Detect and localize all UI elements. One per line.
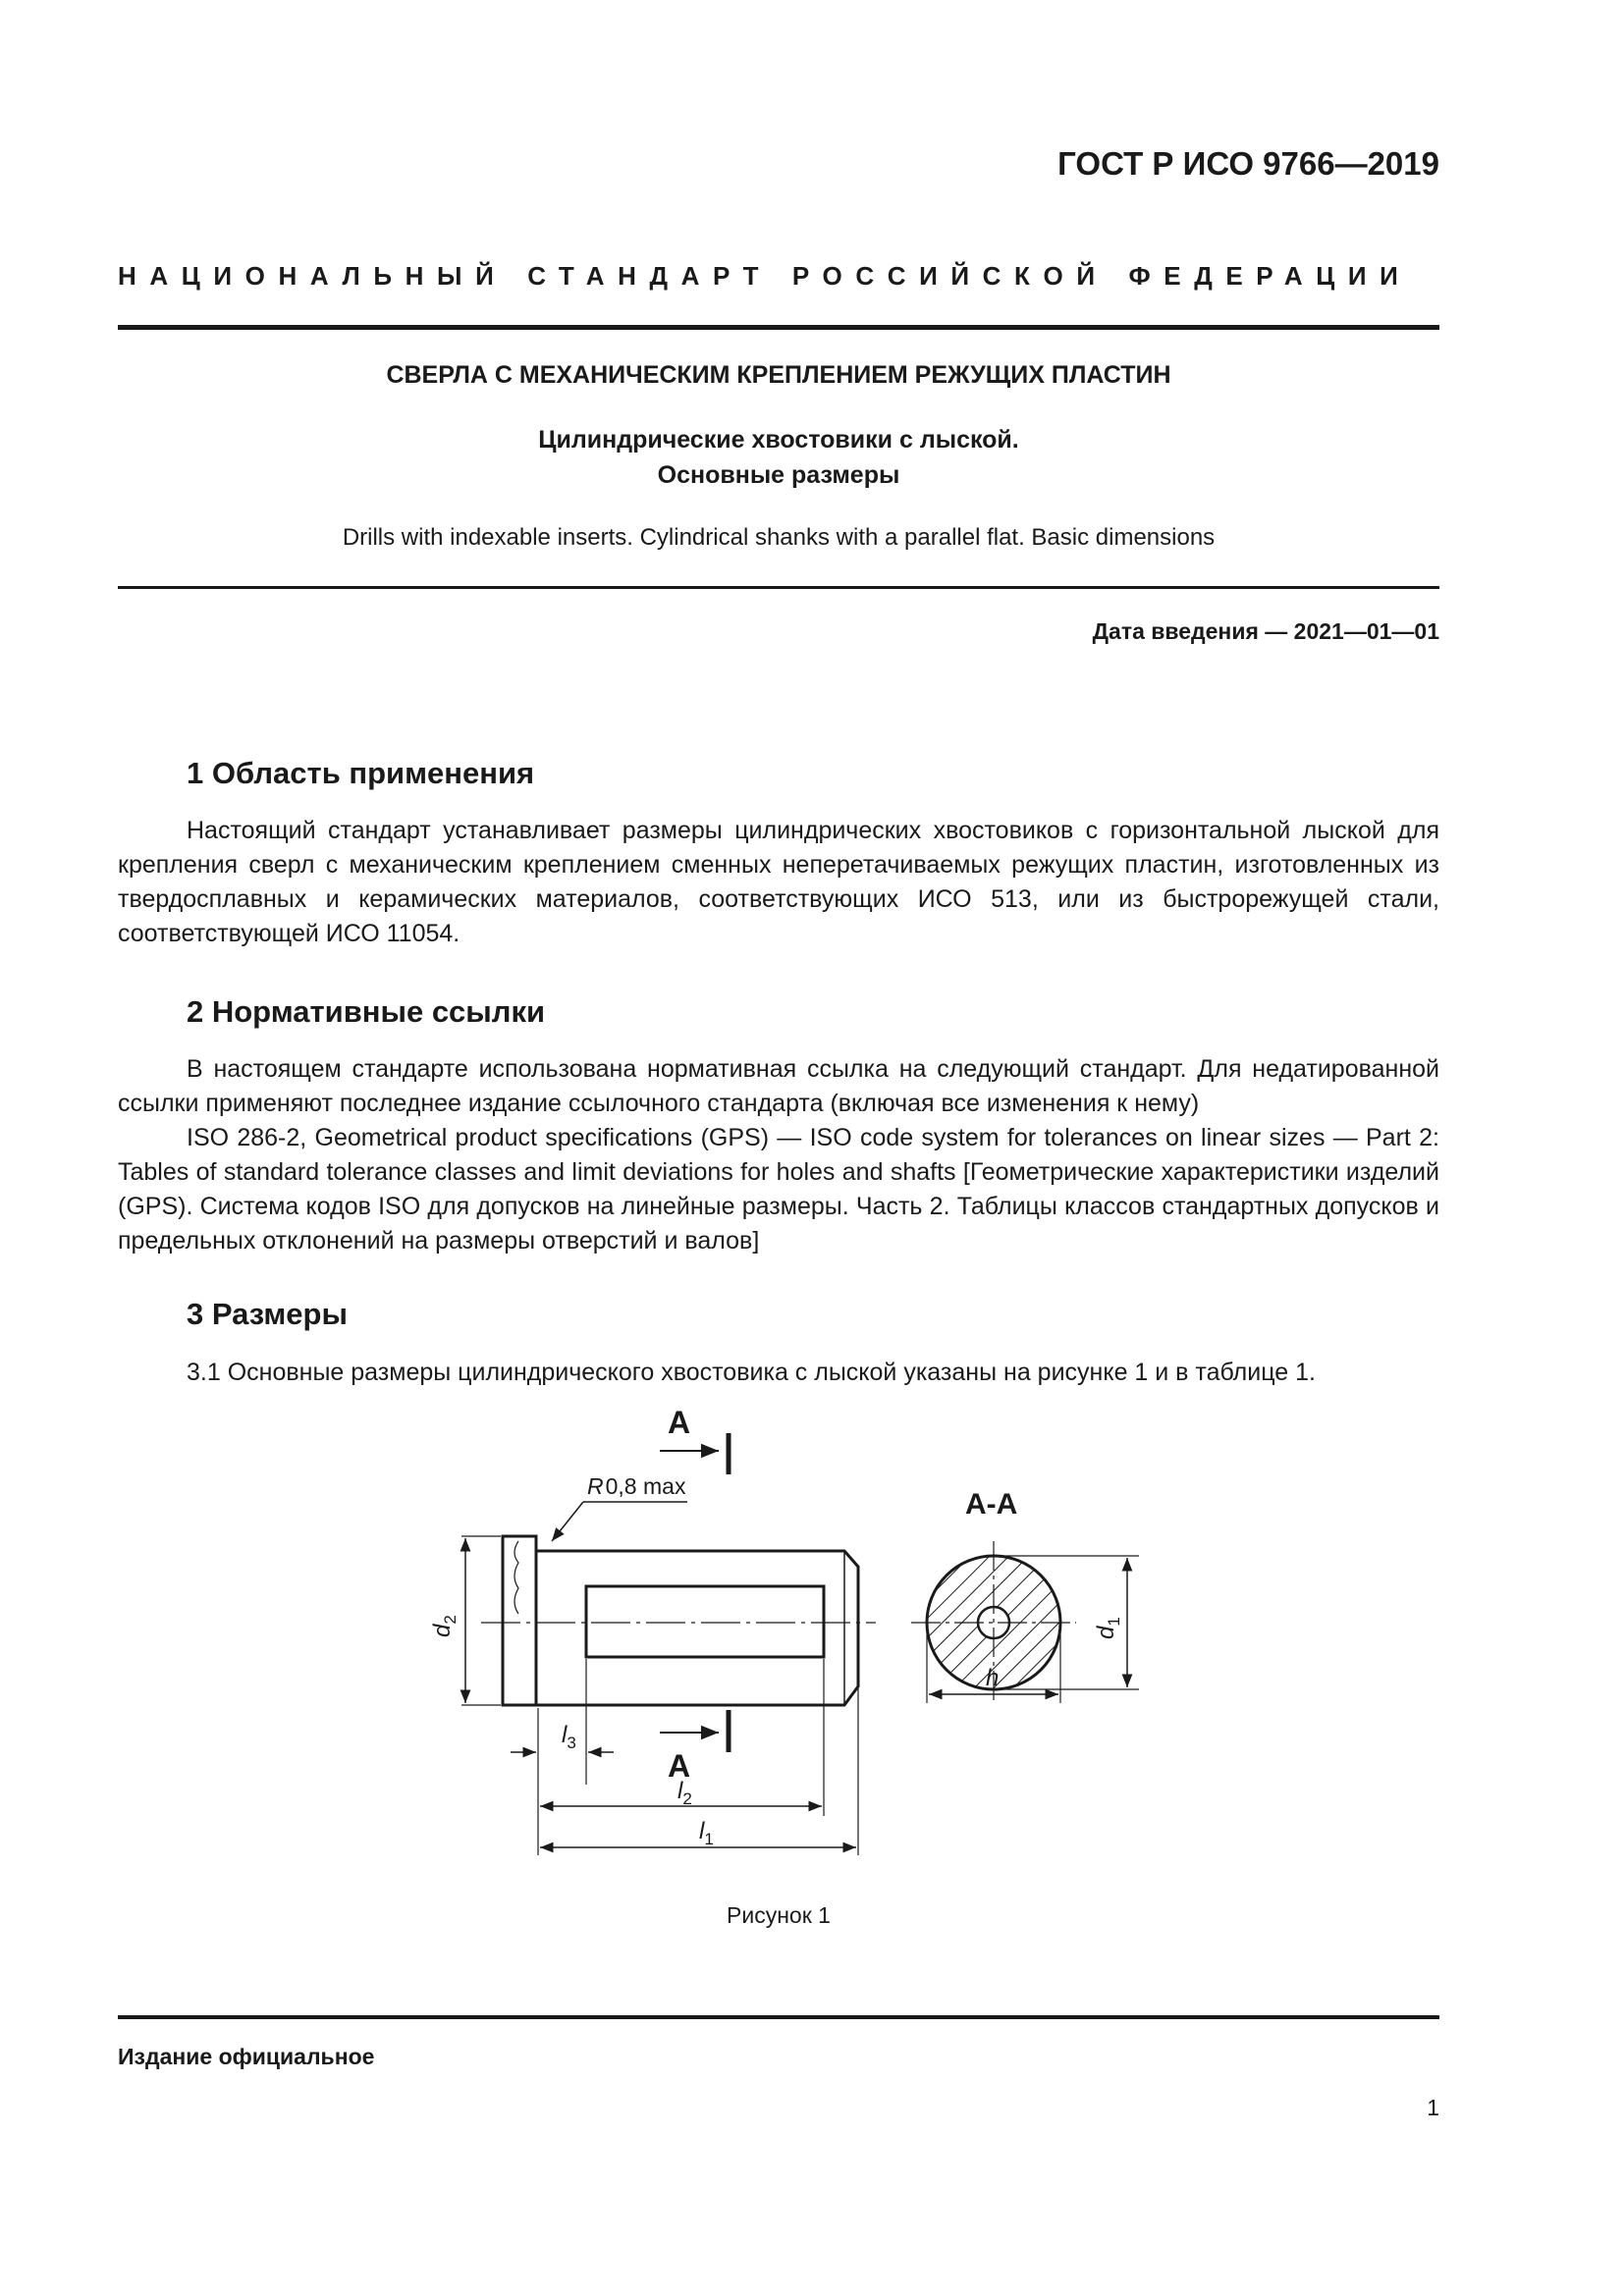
paragraph: ISO 286-2, Geometrical product specifications (GPS) — ISO code system for tolerances on linear sizes — Part 2: Tables of standard tolerance classes and limit deviations for holes and shafts [Геометрические характеристики изделий (GPS). Система кодов ISO для допусков на линейные размеры. Часть 2. Таблицы классов стандартных допусков и предельных отклонений на размеры отверстий и валов] <box>118 1124 1439 1255</box>
section-1-text <box>118 814 1439 951</box>
national-standard-label: НАЦИОНАЛЬНЫЙ СТАНДАРТ РОССИЙСКОЙ ФЕДЕРАЦИИ <box>118 261 1412 291</box>
section-view-title: A-A <box>965 1488 1018 1521</box>
label-h: h <box>986 1665 1000 1691</box>
section-2-heading: 2 Нормативные ссылки <box>187 994 546 1029</box>
figure-caption: Рисунок 1 <box>727 1902 831 1928</box>
figure-shank-drawing <box>403 1404 1168 1914</box>
section-3-heading: 3 Размеры <box>187 1297 348 1331</box>
section-mark-top: A <box>668 1405 691 1440</box>
document-number: ГОСТ Р ИСО 9766—2019 <box>1057 145 1439 182</box>
section-1-heading: 1 Область применения <box>187 756 535 790</box>
label-l2: $l_2$ <box>677 1778 692 1808</box>
document-title: СВЕРЛА С МЕХАНИЧЕСКИМ КРЕПЛЕНИЕМ РЕЖУЩИХ ПЛАСТИН <box>386 361 1171 389</box>
page-number: 1 <box>1427 2095 1439 2120</box>
parallel-flat <box>586 1586 824 1657</box>
document-subtitle <box>118 422 1439 493</box>
title-rule <box>118 586 1439 589</box>
edition-label: Издание официальное <box>118 2044 375 2069</box>
label-l1: $l_1$ <box>699 1818 714 1848</box>
paragraph: 3.1 Основные размеры цилиндрического хвостовика с лыской указаны на рисунке 1 и в таблице 1. <box>187 1359 1316 1386</box>
section-mark-bottom: A <box>668 1748 691 1784</box>
label-d2: $d_2$ <box>429 1615 460 1637</box>
subtitle-line-2: Основные размеры <box>657 461 900 489</box>
introduction-date: Дата введения — 2021—01—01 <box>1092 618 1439 644</box>
footer-rule <box>118 2015 1439 2019</box>
paragraph: В настоящем стандарте использована нормативная ссылка на следующий стандарт. Для недатированной ссылки применяют последнее издание ссылочного стандарта (включая все изменения к нему) <box>118 1055 1439 1117</box>
subtitle-line-1: Цилиндрические хвостовики с лыской. <box>538 426 1019 454</box>
english-title: Drills with indexable inserts. Cylindrical shanks with a parallel flat. Basic dimensions <box>342 524 1216 551</box>
shank-head <box>503 1536 536 1705</box>
label-l3: $l_3$ <box>562 1722 576 1752</box>
radius-leader-arrow <box>552 1502 583 1541</box>
section-3-text <box>118 1356 1439 1390</box>
paragraph: Настоящий стандарт устанавливает размеры цилиндрических хвостовиков с горизонтальной лыской для крепления сверл с механическим креплением сменных неперетачиваемых режущих пластин, изготовленных из твердосплавных и керамических материалов, соответствующих ИСО 513, или из быстрорежущей стали, соответствующей ИСО 11054. <box>118 817 1439 947</box>
radius-annotation: R0,8 max <box>587 1473 686 1499</box>
header-rule <box>118 325 1439 330</box>
break-line <box>514 1541 518 1614</box>
section-2-text <box>118 1052 1439 1258</box>
shank-body <box>536 1551 858 1705</box>
label-d1: $d_1$ <box>1093 1617 1123 1639</box>
